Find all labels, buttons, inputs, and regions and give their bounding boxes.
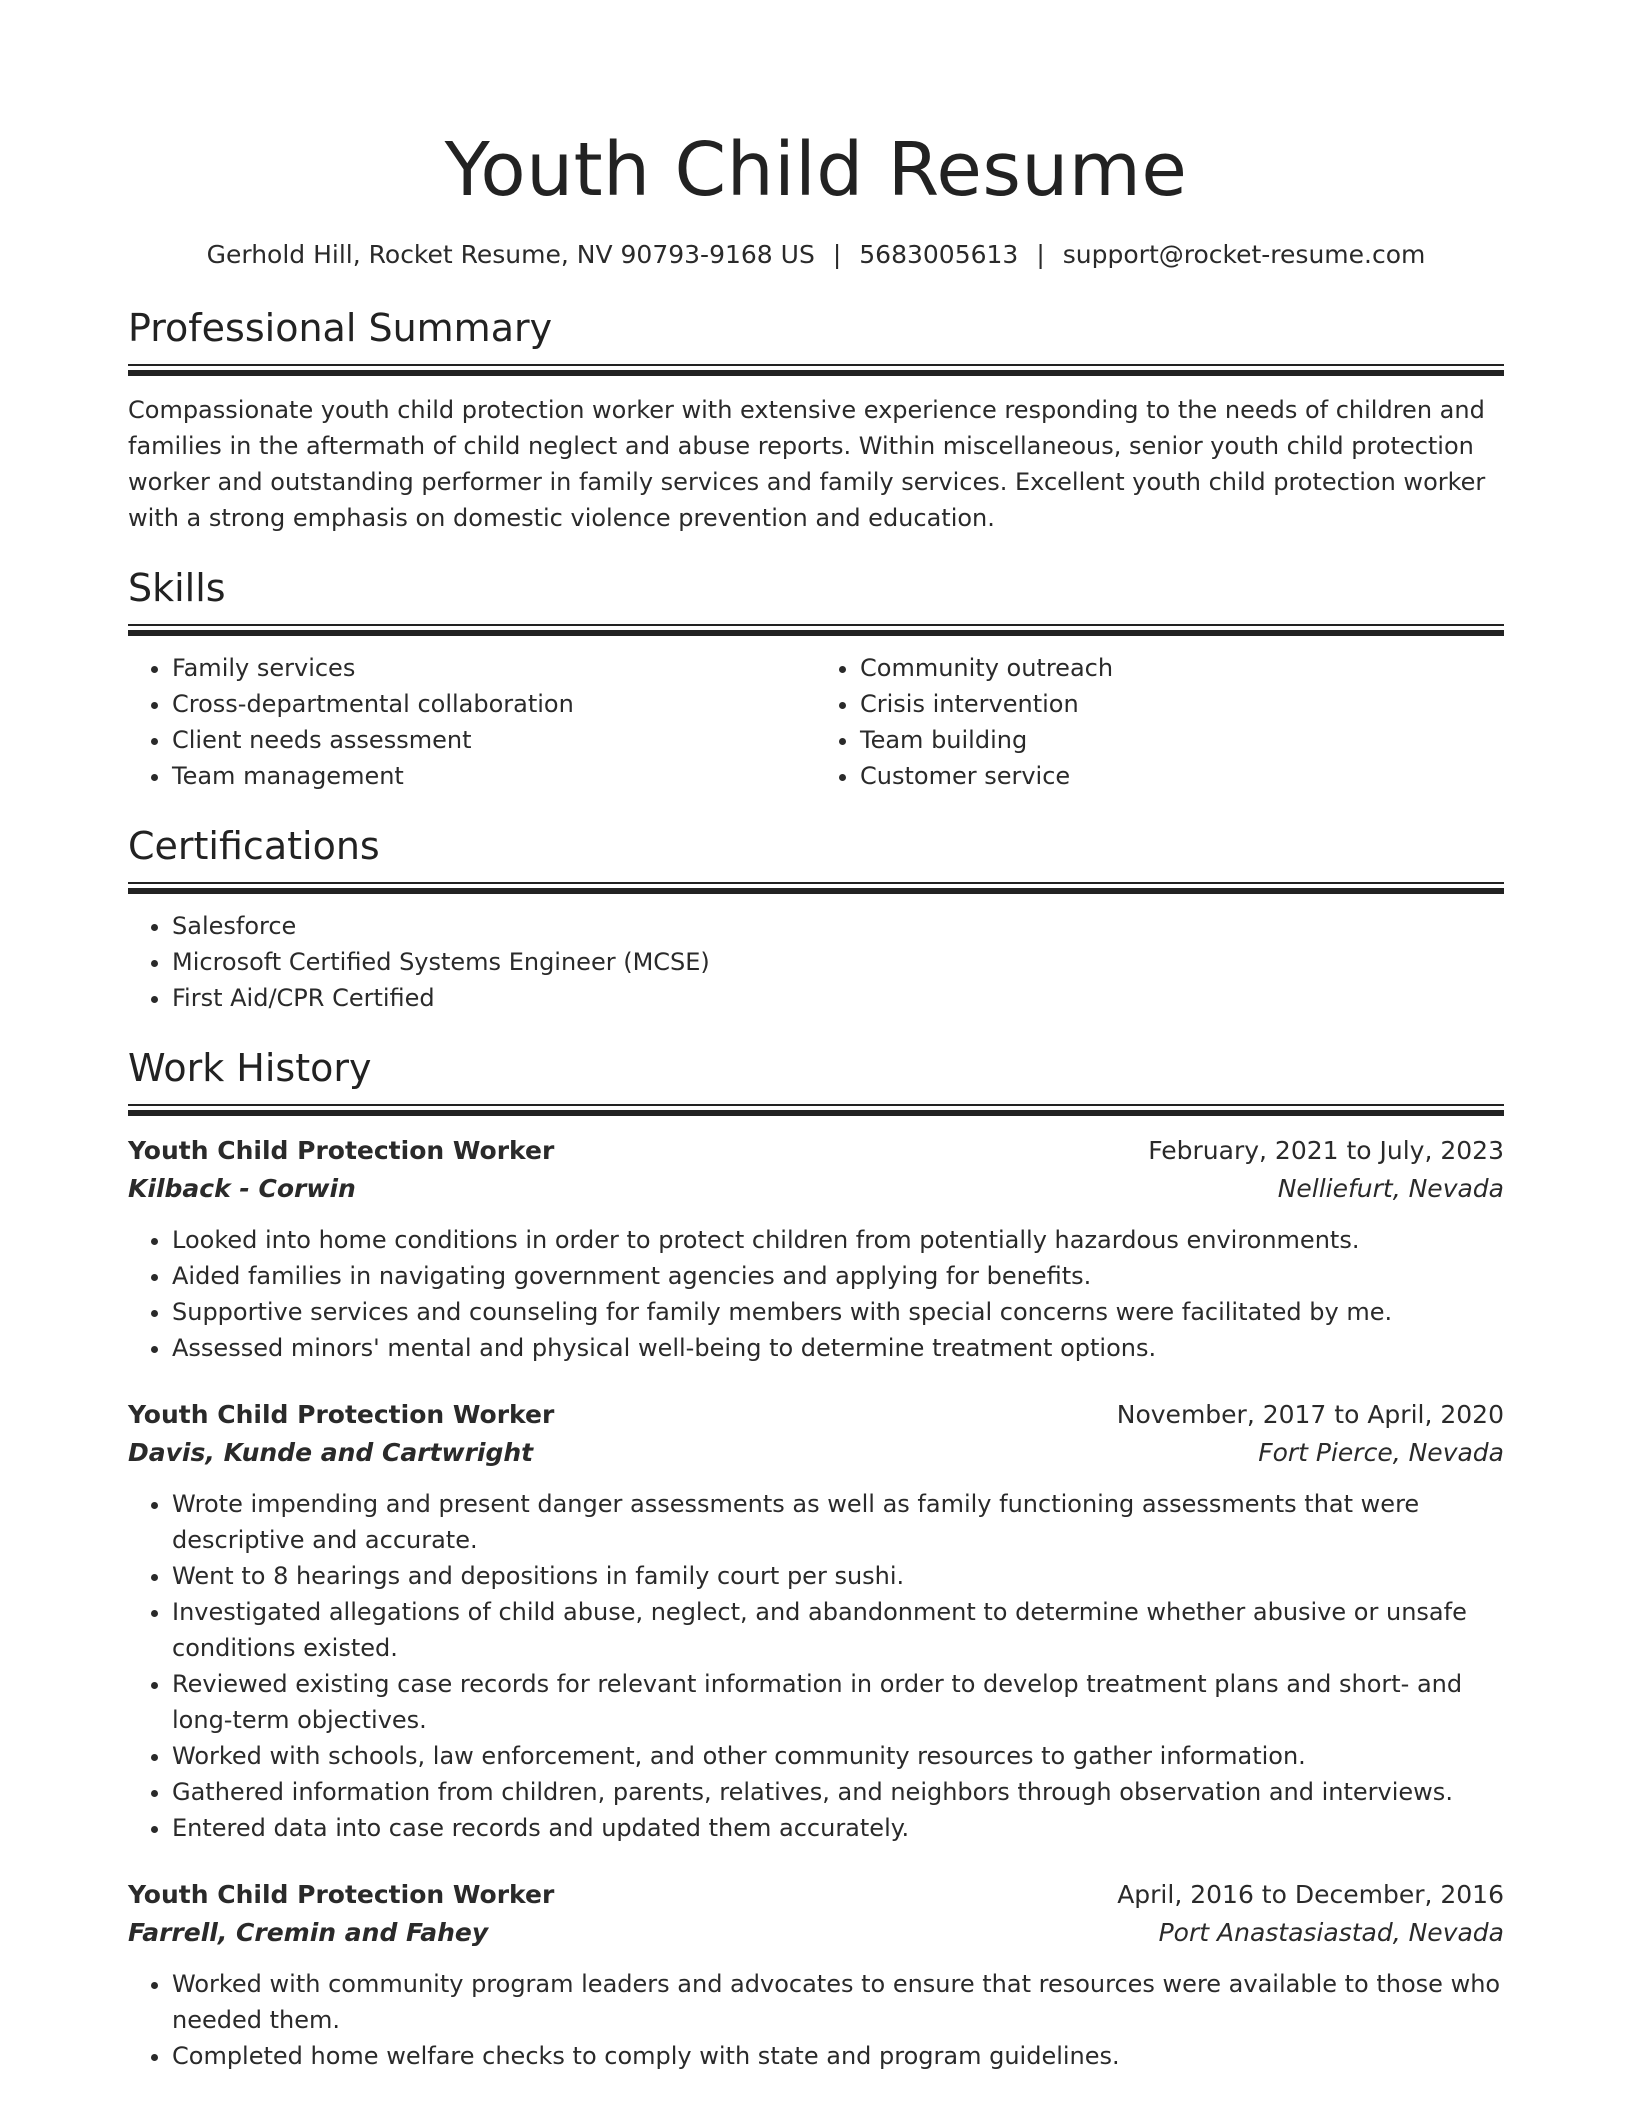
certification-item: • Microsoft Certified Systems Engineer (MCSE) — [172, 944, 1504, 980]
contact-address: Gerhold Hill, Rocket Resume, NV 90793-9168 US — [206, 240, 815, 269]
certifications-list — [128, 908, 1504, 1016]
job-company-row — [128, 1434, 1504, 1472]
section-title-skills: Skills — [128, 566, 226, 610]
job-company: Kilback - Corwin — [128, 1174, 356, 1203]
job-bullet: • Entered data into case records and updated them accurately. — [172, 1810, 1504, 1846]
section-divider — [128, 624, 1504, 636]
job-entry — [128, 1396, 1504, 1846]
job-bullets — [128, 1222, 1504, 1366]
skills-list-left — [128, 650, 816, 794]
job-bullet: • Reviewed existing case records for relevant information in order to develop treatment plans and short- and long-term objectives. — [172, 1666, 1504, 1738]
work-history-section — [128, 1044, 1504, 2074]
skill-item: • Family services — [172, 650, 816, 686]
skill-item: • Crisis intervention — [860, 686, 1504, 722]
skill-item: • Team building — [860, 722, 1504, 758]
section-divider — [128, 1104, 1504, 1116]
job-dates: November, 2017 to April, 2020 — [1116, 1400, 1504, 1429]
certifications-section — [128, 822, 1504, 1016]
resume-name: Youth Child Resume — [444, 127, 1188, 213]
job-bullet: • Gathered information from children, parents, relatives, and neighbors through observation and interviews. — [172, 1774, 1504, 1810]
job-header-row — [128, 1876, 1504, 1914]
resume-page — [128, 0, 1504, 2074]
job-title: Youth Child Protection Worker — [128, 1400, 555, 1429]
summary-section — [128, 304, 1504, 536]
contact-separator: | — [1036, 240, 1045, 269]
job-entry — [128, 1132, 1504, 1366]
skill-item: • Cross-departmental collaboration — [172, 686, 816, 722]
summary-text: Compassionate youth child protection worker with extensive experience responding to the needs of children and families in the aftermath of child neglect and abuse reports. Within miscellaneous, senior youth child protection worker and outstanding performer in family services and family services. Excellent youth child protection worker with a strong emphasis on domestic violence prevention and education. — [128, 396, 1486, 532]
job-header-row — [128, 1132, 1504, 1170]
job-header-row — [128, 1396, 1504, 1434]
job-bullet: • Completed home welfare checks to comply with state and program guidelines. — [172, 2038, 1504, 2074]
job-dates: February, 2021 to July, 2023 — [1148, 1136, 1504, 1165]
job-entry — [128, 1876, 1504, 2074]
job-location: Nelliefurt, Nevada — [1277, 1174, 1504, 1203]
contact-line — [128, 238, 1504, 272]
contact-phone: 5683005613 — [859, 240, 1019, 269]
contact-email: support@rocket-resume.com — [1062, 240, 1426, 269]
job-title: Youth Child Protection Worker — [128, 1880, 555, 1909]
skills-list-right — [816, 650, 1504, 794]
job-dates: April, 2016 to December, 2016 — [1117, 1880, 1504, 1909]
job-company: Farrell, Cremin and Fahey — [128, 1918, 489, 1947]
section-title-work-history: Work History — [128, 1046, 372, 1090]
job-bullet: • Aided families in navigating government agencies and applying for benefits. — [172, 1258, 1504, 1294]
skill-item: • Team management — [172, 758, 816, 794]
job-location: Fort Pierce, Nevada — [1258, 1438, 1504, 1467]
job-bullets — [128, 1486, 1504, 1846]
skills-grid — [128, 650, 1504, 794]
certification-item: • Salesforce — [172, 908, 1504, 944]
job-bullet: • Worked with schools, law enforcement, and other community resources to gather information. — [172, 1738, 1504, 1774]
job-company-row — [128, 1170, 1504, 1208]
skill-item: • Community outreach — [860, 650, 1504, 686]
section-title-summary: Professional Summary — [128, 306, 553, 350]
job-bullet: • Investigated allegations of child abuse, neglect, and abandonment to determine whether abusive or unsafe conditions existed. — [172, 1594, 1504, 1666]
skills-section — [128, 564, 1504, 794]
job-bullet: • Wrote impending and present danger assessments as well as family functioning assessments that were descriptive and accurate. — [172, 1486, 1504, 1558]
job-bullet: • Supportive services and counseling for family members with special concerns were facilitated by me. — [172, 1294, 1504, 1330]
skill-item: • Customer service — [860, 758, 1504, 794]
skill-item: • Client needs assessment — [172, 722, 816, 758]
job-bullet: • Worked with community program leaders and advocates to ensure that resources were available to those who needed them. — [172, 1966, 1504, 2038]
job-bullet: • Looked into home conditions in order to protect children from potentially hazardous environments. — [172, 1222, 1504, 1258]
job-bullet: • Assessed minors' mental and physical well-being to determine treatment options. — [172, 1330, 1504, 1366]
section-title-certifications: Certifications — [128, 824, 380, 868]
job-bullets — [128, 1966, 1504, 2074]
certification-item: • First Aid/CPR Certified — [172, 980, 1504, 1016]
section-divider — [128, 882, 1504, 894]
contact-separator: | — [832, 240, 842, 269]
job-location: Port Anastasiastad, Nevada — [1158, 1918, 1504, 1947]
job-title: Youth Child Protection Worker — [128, 1136, 555, 1165]
section-divider — [128, 364, 1504, 376]
job-company: Davis, Kunde and Cartwright — [128, 1438, 534, 1467]
job-bullet: • Went to 8 hearings and depositions in family court per sushi. — [172, 1558, 1504, 1594]
job-company-row — [128, 1914, 1504, 1952]
